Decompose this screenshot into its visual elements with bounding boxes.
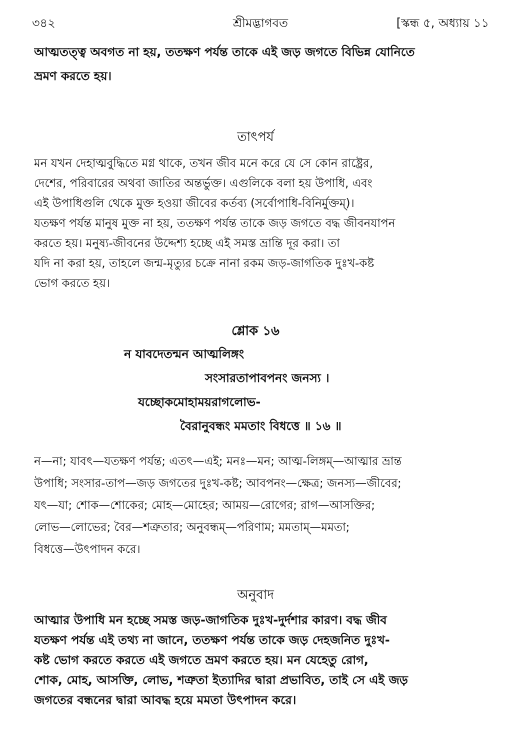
- text-line: বিধত্তে—উৎপাদন করে।: [34, 542, 141, 556]
- text-line: দেশের, পরিবারের অথবা জাতির অন্তর্ভুক্ত। এগুলিকে বলা হয় উপাধি, এবং: [34, 176, 373, 190]
- text-line: উপাধি; সংসার-তাপ—জড় জগতের দুঃখ-কষ্ট; আবপনং—ক্ষেত্র; জনস্য—জীবের;: [34, 476, 402, 490]
- verse-heading: শ্লোক ১৬: [231, 324, 280, 339]
- verse-line: যচ্ছোকমোহাময়রাগলোভ-: [138, 395, 261, 409]
- text-line: মন যখন দেহাত্মবুদ্ধিতে মগ্ন থাকে, তখন জীব মনে করে যে সে কোন রাষ্ট্রের,: [34, 156, 374, 170]
- text-line: লোভ—লোভের; বৈর—শত্রুতার; অনুবন্ধম্—পরিণাম; মমতাম্—মমতা;: [34, 520, 350, 534]
- text-line: ভ্রমণ করতে হয়।: [34, 69, 112, 83]
- book-title: শ্রীমদ্ভাগবত: [232, 16, 288, 30]
- translation-heading: অনুবাদ: [237, 588, 274, 603]
- text-line: জগতের বন্ধনের দ্বারা আবদ্ধ হয়ে মমতা উৎপাদন করে।: [34, 693, 297, 707]
- text-line: আত্মার উপাধি মন হচ্ছে সমস্ত জড়-জাগতিক দুঃখ-দুর্দশার কারণ। বদ্ধ জীব: [34, 613, 387, 627]
- text-line: ন—না; যাবৎ—যতক্ষণ পর্যন্ত; এতৎ—এই; মনঃ—মন; আত্ম-লিঙ্গম্—আত্মার ভ্রান্ত: [34, 454, 402, 468]
- text-line: যতক্ষণ পর্যন্ত মানুষ মুক্ত না হয়, ততক্ষণ পর্যন্ত তাকে জড় জগতে বদ্ধ জীবনযাপন: [34, 216, 396, 230]
- verse-line: ন যাবদেতন্মন আত্মলিঙ্গং: [124, 347, 245, 361]
- purport-heading: তাৎপর্য: [237, 130, 274, 145]
- text-line: যতক্ষণ পর্যন্ত এই তথ্য না জানে, ততক্ষণ পর্যন্ত তাকে জড় দেহজনিত দুঃখ-: [34, 633, 390, 647]
- text-line: কষ্ট ভোগ করতে করতে এই জগতে ভ্রমণ করতে হয়। মন যেহেতু রোগ,: [34, 653, 369, 667]
- page-number: ৩৪২: [32, 16, 56, 30]
- synonyms-paragraph: [34, 450, 479, 560]
- text-line: যদি না করা হয়, তাহলে জন্ম-মৃত্যুর চক্রে নানা রকম জড়-জাগতিক দুঃখ-কষ্ট: [34, 256, 375, 270]
- translation-paragraph: [34, 610, 479, 710]
- text-line: আত্মতত্ত্ব অবগত না হয়, ততক্ষণ পর্যন্ত তাকে এই জড় জগতে বিভিন্ন যোনিতে: [34, 45, 415, 59]
- verse-line: সংসারতাপাবপনং জনস্য ।: [205, 371, 330, 385]
- verse-block: [0, 346, 511, 436]
- verse-line: বৈরানুবন্ধং মমতাং বিধত্তে ॥ ১৬ ॥: [180, 419, 342, 433]
- text-line: শোক, মোহ, আসক্তি, লোভ, শত্রুতা ইত্যাদির দ্বারা প্রভাবিত, তাই সে এই জড়: [34, 673, 408, 687]
- page-header: [32, 15, 489, 35]
- purport-paragraph: [34, 153, 479, 293]
- intro-paragraph: [34, 40, 479, 88]
- text-line: এই উপাধিগুলি থেকে মুক্ত হওয়া জীবের কর্তব্য (সর্বোপাধি-বিনির্মুক্তম্)।: [34, 196, 355, 210]
- text-line: যৎ—যা; শোক—শোকের; মোহ—মোহের; আময়—রোগের; রাগ—আসক্তির;: [34, 498, 376, 512]
- text-line: ভোগ করতে হয়।: [34, 276, 110, 290]
- text-line: করতে হয়। মনুষ্য-জীবনের উদ্দেশ্য হচ্ছে এই সমস্ত ভ্রান্তি দূর করা। তা: [34, 236, 340, 250]
- chapter-reference: [স্কন্ধ ৫, অধ্যায় ১১: [396, 16, 489, 30]
